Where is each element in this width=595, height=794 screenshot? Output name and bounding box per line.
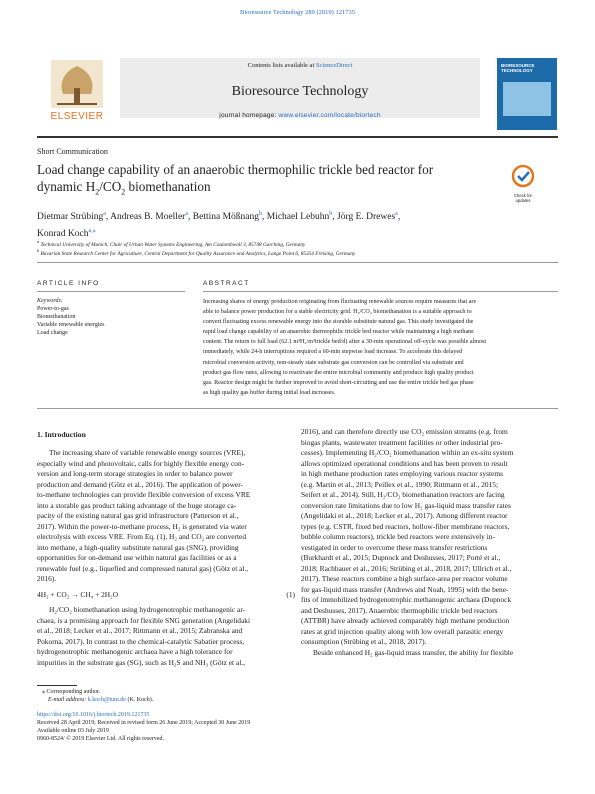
contents-line: Contents lists available at ScienceDirect	[247, 62, 353, 69]
homepage-link[interactable]: www.elsevier.com/locate/biortech	[278, 112, 381, 119]
check-for-updates-label: Check for updates	[514, 193, 532, 203]
text-line: chaea, is a promising approach for flexible SNG generation (Angelidaki	[37, 615, 251, 625]
section-divider	[37, 262, 558, 263]
received-dates: Received 28 April 2019; Received in revised form 26 June 2019; Accepted 30 June 2019	[37, 720, 251, 726]
doi-link[interactable]: https://doi.org/10.1016/j.biortech.2019.121735	[37, 712, 150, 718]
text-line: H₂/CO₂ biomethanation using hydrogenotrophic methanogenic ar-	[49, 605, 246, 614]
text-line: (Angelidaki et al., 2018; Lecker et al., 2017). Among different reactor	[301, 511, 508, 520]
text-line: electrolysis with excess VRE. From Eq. (1), H₂ and CO₂ are converted	[37, 532, 247, 541]
text-line: 2017). These reactors combine a high surface-area per reactor volume	[301, 574, 508, 583]
abstract-rule	[203, 291, 558, 292]
text-line: renewable fuel (e.g., liquefied and compressed natural gas) (Götz et al.,	[37, 563, 249, 573]
text-line: (ATTBR) have already achieved comparably high methane production	[301, 616, 510, 625]
text-line: 2018; Rachbauer et al., 2016; Strübing et al., 2018, 2017; Ullrich et al.,	[301, 563, 512, 573]
text-line: (e.g. Martin et al., 2013; Peillex et al., 1990; Rittmann et al., 2015;	[301, 479, 499, 489]
text-line: to-methane technologies can provide flexible conversion of excess VRE	[37, 490, 251, 499]
text-line: consumption (Strübing et al., 2018, 2017).	[301, 637, 427, 646]
email-line: E-mail address: k.koch@tum.de (K. Koch).	[48, 697, 154, 703]
text-line: 2016).	[37, 574, 57, 583]
text-line: biogas plants, wastewater treatment facilities or other industrial pro-	[301, 437, 503, 447]
right-column-text	[301, 427, 559, 658]
keyword-item: Biomethanation	[37, 314, 76, 320]
cover-image	[503, 82, 551, 116]
check-for-updates-badge[interactable]	[507, 164, 539, 203]
footnote-rule	[37, 685, 77, 686]
text-line: in high methane production rates employing various reactor systems	[301, 469, 503, 478]
text-line: pacity of the existing natural gas grid infrastructure (Patterson et al.,	[37, 511, 239, 520]
abstract-body: Increasing shares of energy production originating from fluctuating renewable sources require measures that are able to balance power production for a stable electricity grid. H₂/CO₂ biomethanation is a suitable approach to convert fluctuating excess renewable energy into the storable substitute natural gas. This study investigated the rapid load change capability of an anaerobic thermophilic trickle bed reactor while maintaining a high methane content. The return to full load (62.1 m³H₂/m³trickle bed/d) after a 30-min operational off-cycle was possible almost immediately, while 24-h interruptions required a 60-min stepwise load increase. To accelerate this delayed microbial conversion activity, non-steady state substrate gas conversion can be controlled via substrate and product gas flow rates, allowing to reactivate the entire microbial community and produce high quality product gas. Reactor design might be further improved to avoid short-circuiting and use the entire trickle bed gas phase as high quality gas buffer during initial load increases.	[203, 299, 487, 396]
text-line: (Burkhardt et al., 2015; Dupnock and Deshusses, 2017; Porté et al.,	[301, 553, 501, 562]
author-name[interactable]: Konrad Koch	[37, 229, 89, 240]
text-line: for gas-liquid mass transfer (Andrews and Noah, 1995) with the bene-	[301, 584, 509, 594]
elsevier-logo	[37, 58, 117, 124]
article-title: Load change capability of an anaerobic thermophilic trickle bed reactor for dynamic $H_2/CO_2$ biomethanation	[37, 162, 434, 197]
text-line: into methane, a high-quality substitute natural gas (SNG), providing	[37, 542, 239, 552]
text-line: bubble column reactors), trickle bed reactors were extensively in-	[301, 532, 495, 541]
text-line: et al., 2018; Lecker et al., 2017; Rittmann et al., 2015; Zabranska and	[37, 626, 243, 635]
keyword-item: Load change	[37, 330, 68, 336]
text-line: opportunities for on-demand use within natural gas facilities or as a	[37, 553, 237, 562]
copyright-line: 0960-8524/ © 2019 Elsevier Ltd. All rights reserved.	[37, 736, 165, 742]
text-line: 2017). Within the power-to-methane process, H₂ is generated via water	[37, 521, 247, 531]
text-line: cesses). Implementing H₂/CO₂ biomethanation within an ex-situ system	[301, 448, 514, 457]
cover-title: BIORESOURCE TECHNOLOGY	[501, 63, 535, 73]
text-line: vestigated in order to overcome these mass transfer restrictions	[301, 542, 488, 552]
keyword-item: Variable renewable energies	[37, 322, 105, 328]
journal-citation-line[interactable]: Bioresource Technology 289 (2019) 121735	[240, 9, 355, 16]
paragraph	[301, 427, 559, 648]
paragraph	[37, 448, 295, 585]
paragraph	[37, 605, 295, 668]
journal-cover-thumbnail[interactable]	[497, 58, 557, 130]
text-line: hydrogenotrophic methanogenic archaea have a high tolerance for	[37, 647, 233, 656]
sciencedirect-link[interactable]: ScienceDirect	[315, 62, 353, 69]
article-info-heading: ARTICLE INFO	[37, 280, 100, 287]
text-line: 2016), and can therefore directly use CO₂ emission streams (e.g. from	[301, 427, 508, 436]
journal-title: Bioresource Technology	[231, 84, 369, 99]
article-info-rule	[37, 291, 185, 292]
left-column-text	[37, 448, 295, 668]
text-line: impurities in the substrate gas (SG), such as H₂S and NH₃ (Götz et al.,	[37, 657, 245, 667]
affiliation-b: $^b$ Bavarian State Research Center for Agriculture, Central Department for Quality Assurance and Analytics, Lange Point 6, 85354 Freising, Germany	[37, 248, 356, 257]
email-link[interactable]: k.koch@tum.de	[87, 697, 126, 703]
paragraph-start: Beside enhanced H₂ gas-liquid mass transfer, the ability for flexible	[313, 647, 514, 657]
corresponding-author-note: ⁎ Corresponding author.	[42, 689, 101, 695]
author-list: Dietmar Strübing$^a$, Andreas B. Moeller$^a$, Bettina Mößnang$^b$, Michael Lebuhn$^b$, Jörg E. Drewes$^a$, Konrad Koch$^{a,⁎}$	[37, 211, 401, 240]
author-name[interactable]: Bettina Mößnang	[192, 212, 259, 223]
text-line: rates at grid injection quality along with low overall parasitic energy	[301, 626, 504, 636]
text-line: Seifert et al., 2014). Still, H₂/CO₂ biomethanation reactors are facing	[301, 490, 505, 499]
text-line: The increasing share of variable renewable energy sources (VRE),	[49, 448, 246, 457]
text-line: fits of immobilized hydrogenotrophic methanogenic archaea (Dupnock	[301, 595, 512, 604]
text-line: types (e.g. CSTR, fixed bed reactors, hollow-fiber membrane reactors,	[301, 521, 510, 531]
publisher-name: ELSEVIER	[50, 111, 104, 122]
equation-1: 4H₂ + CO₂ → CH₄ + 2H₂O (1)	[37, 589, 295, 599]
abstract-heading: ABSTRACT	[203, 280, 250, 287]
homepage-line: journal homepage: www.elsevier.com/locate/biortech	[219, 112, 381, 119]
text-line: especially wind and photovoltaic, calls for highly flexible energy con-	[37, 458, 245, 468]
header-rule	[37, 136, 558, 138]
text-line: allows optimized operational conditions and has been proven to result	[301, 458, 508, 468]
text-line: and Deshusses, 2017). Anaerobic thermophilic trickle bed reactors	[301, 605, 498, 615]
abstract-bottom-rule	[37, 408, 558, 409]
text-line: into a storable gas product taking advantage of the huge storage ca-	[37, 500, 237, 510]
text-line: production and demand (Götz et al., 2016). The application of power-	[37, 479, 243, 489]
affiliation-a: $^a$ Technical University of Munich, Chair of Urban Water Systems Engineering, Am Coulombwall 3, 85748 Garching, Germany	[37, 239, 306, 248]
author-name[interactable]: Jörg E. Drewes	[337, 212, 396, 223]
section-heading-introduction: 1. Introduction	[37, 430, 86, 439]
author-name[interactable]: Michael Lebuhn	[266, 212, 330, 223]
text-line: Pokorna, 2017). In contrast to the chemical-catalytic Sabatier process,	[37, 636, 245, 646]
available-online: Available online 03 July 2019	[37, 728, 109, 734]
keywords-heading: Keywords:	[37, 298, 63, 304]
author-name[interactable]: Andreas B. Moeller	[110, 212, 186, 223]
text-line: version and long-term storage strategies in order to balance power	[37, 469, 233, 478]
author-name[interactable]: Dietmar Strübing	[37, 212, 104, 223]
text-line: conversion rate limitations due to low H₂ gas-liquid mass transfer rates	[301, 500, 511, 510]
article-type: Short Communication	[37, 147, 108, 156]
keyword-item: Power-to-gas	[37, 306, 69, 312]
